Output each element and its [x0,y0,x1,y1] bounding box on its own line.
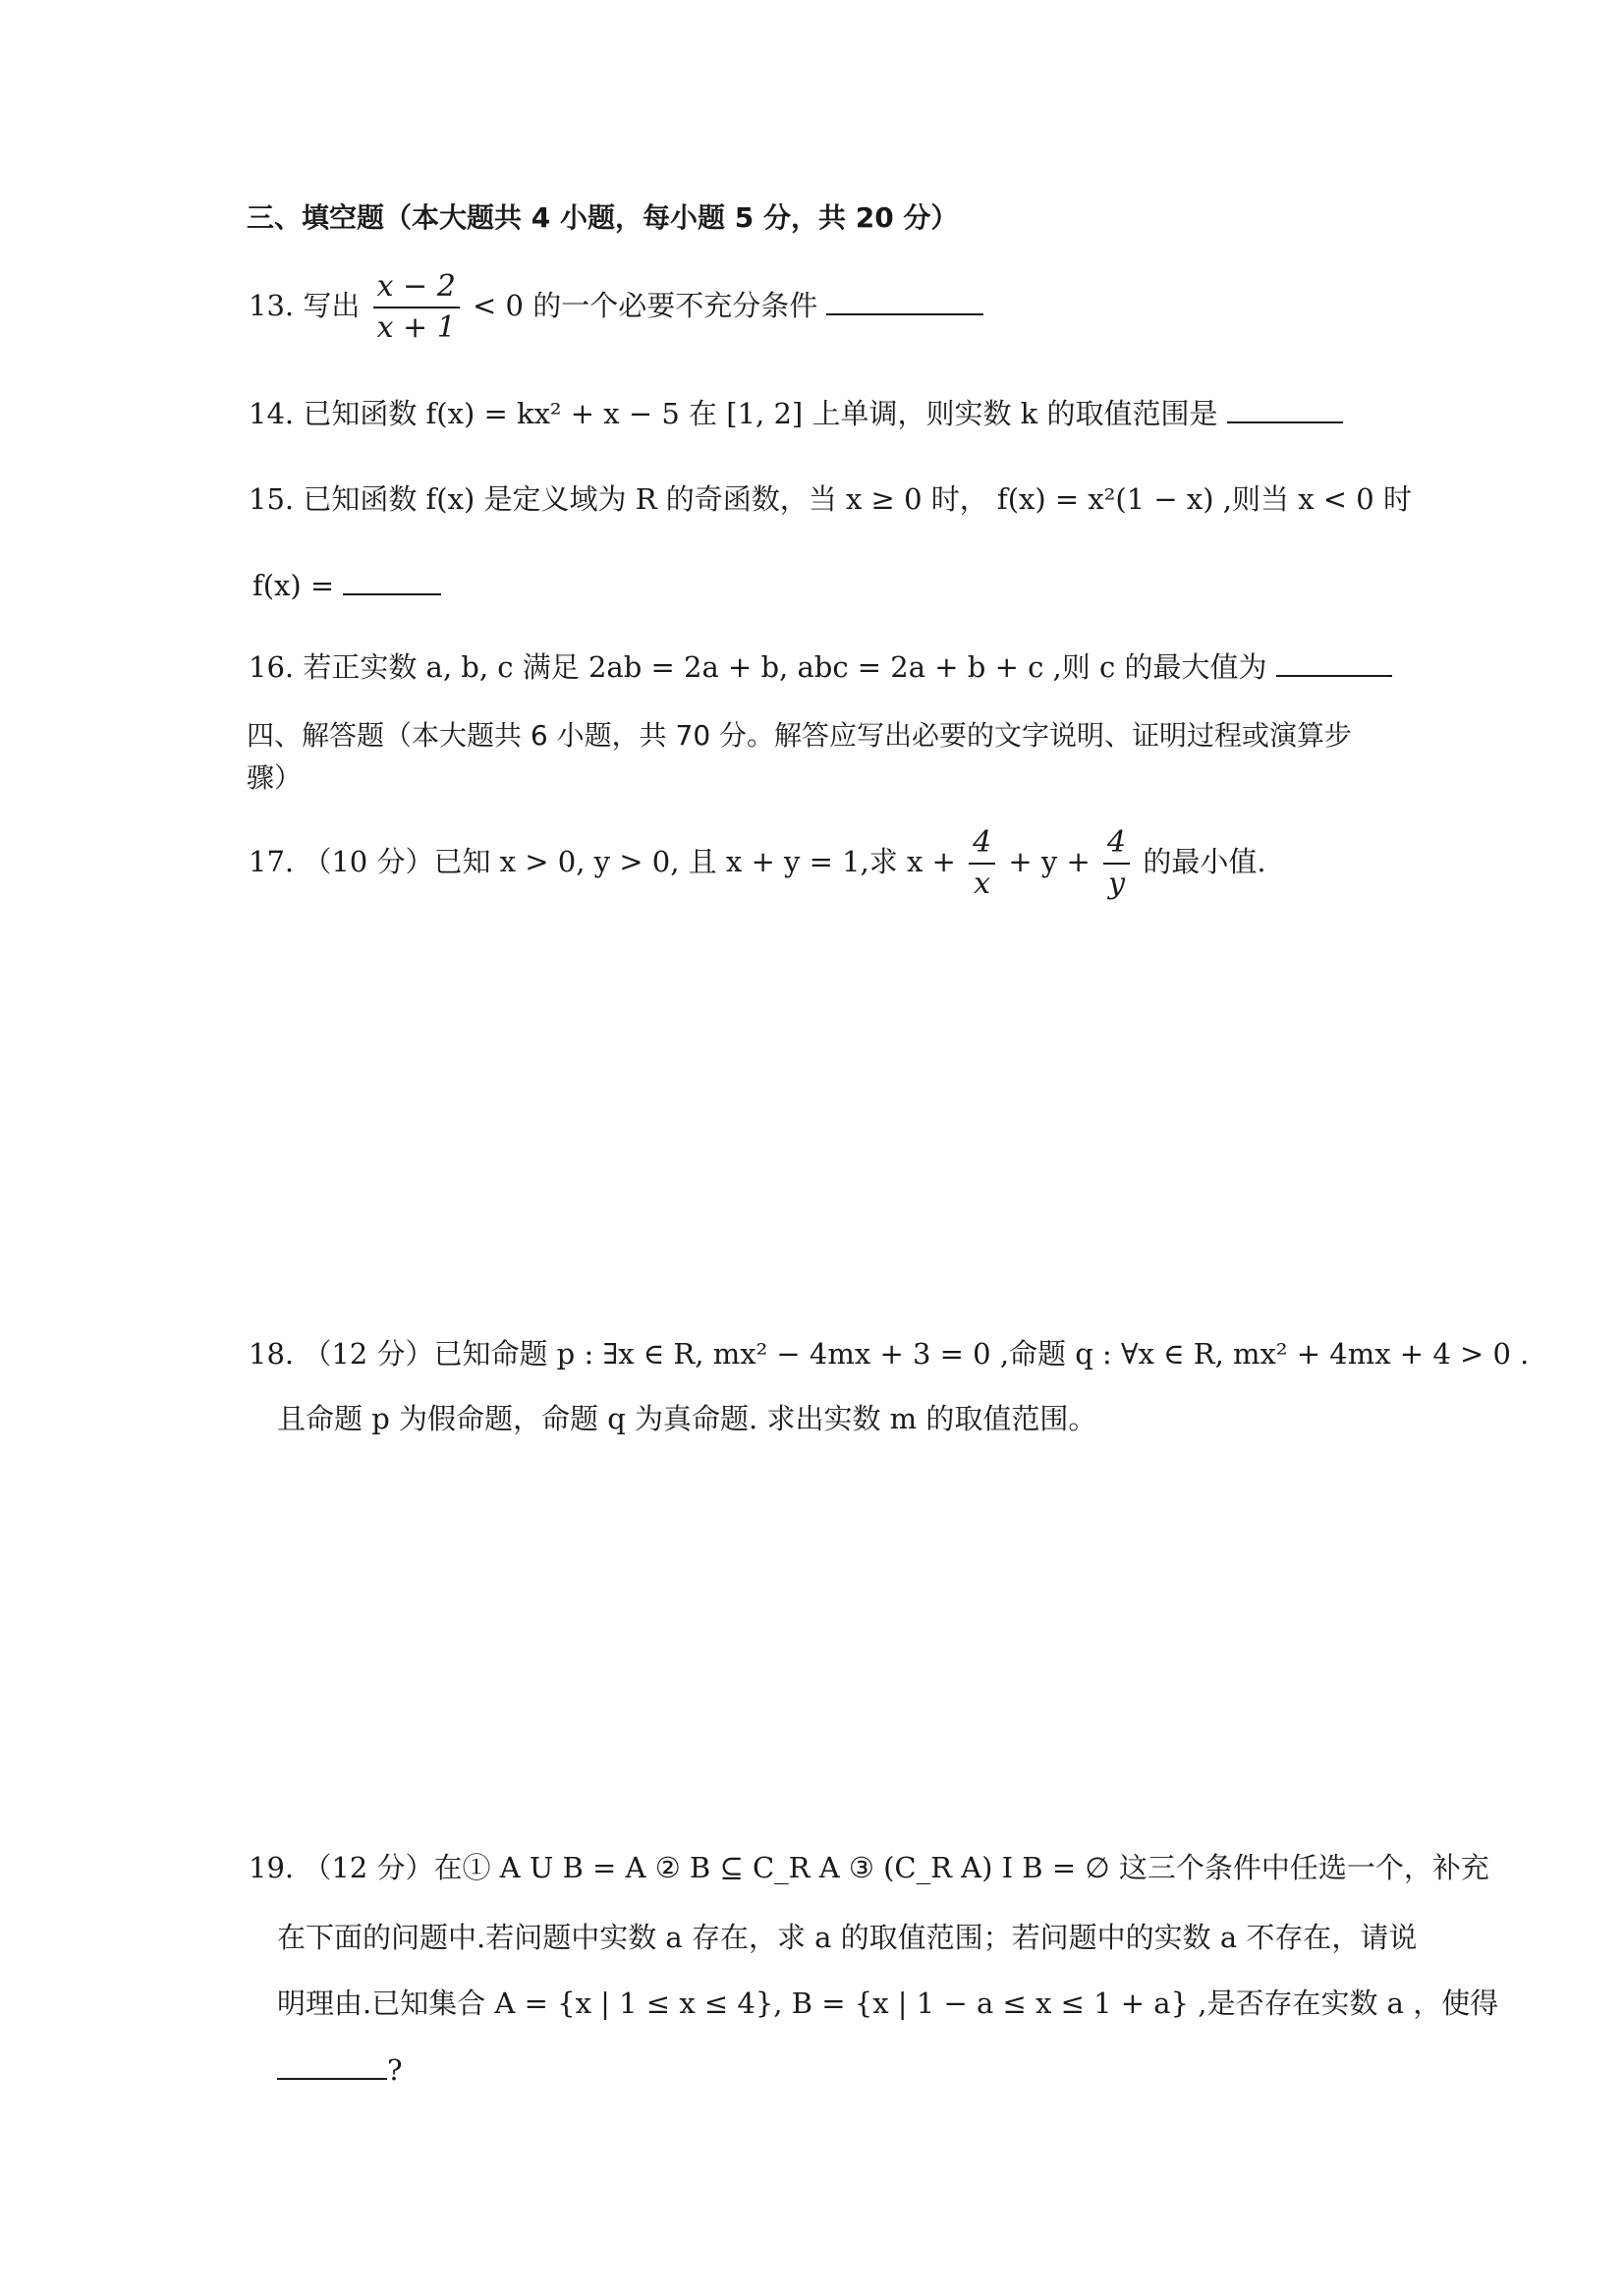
question-18-line-2: 且命题 p 为假命题，命题 q 为真命题. 求出实数 m 的取值范围。 [277,1402,1097,1435]
question-17 [249,823,1266,904]
question-15-line-1: 15. 已知函数 f(x) 是定义域为 R 的奇函数，当 x ≥ 0 时， f(x) = x²(1 − x) ,则当 x < 0 时 [249,482,1412,516]
q13-answer-blank[interactable] [826,288,983,315]
q13-expr-tail: < 0 [473,289,524,322]
q15-text-line-2: f(x) = [252,569,335,602]
q16-answer-blank[interactable] [1276,649,1392,677]
section-4-title-line-1: 四、解答题（本大题共 6 小题，共 70 分。解答应写出必要的文字说明、证明过程或演算步 [247,719,1353,752]
question-19-line-2: 在下面的问题中.若问题中实数 a 存在，求 a 的取值范围；若问题中的实数 a 不存在，请说 [277,1921,1418,1954]
q17-prefix: 17. （10 分）已知 x > 0, y > 0, 且 x + y = 1,求 x + [249,845,956,878]
question-19-line-1: 19. （12 分）在① A U B = A ② B ⊆ C_R A ③ (C_R A) I B = ∅ 这三个条件中任选一个，补充 [249,1851,1489,1884]
q17-fraction-2-denominator: y [1108,867,1126,901]
q19-line-4-tail: ? [387,2053,403,2087]
section-4-title-line-2: 骤） [247,761,303,794]
q13-prefix: 13. 写出 [249,289,361,322]
q17-suffix: 的最小值. [1143,845,1266,878]
question-13 [249,267,983,348]
q17-fraction-2 [1103,823,1130,904]
question-14 [249,396,1343,431]
q14-answer-blank[interactable] [1227,396,1343,423]
question-18-line-1: 18. （12 分）已知命题 p : ∃x ∈ R, mx² − 4mx + 3 = 0 ,命题 q : ∀x ∈ R, mx² + 4mx + 4 > 0 . [249,1337,1530,1371]
question-19-line-3: 明理由.已知集合 A = {x | 1 ≤ x ≤ 4}, B = {x | 1 − a ≤ x ≤ 1 + a} ,是否存在实数 a ，使得 [277,1987,1499,2020]
q13-fraction [373,267,460,348]
q17-fraction-1-numerator: 4 [969,823,995,865]
q13-denominator: x + 1 [376,310,456,345]
q17-middle: + y + [1008,845,1091,878]
q14-text: 14. 已知函数 f(x) = kx² + x − 5 在 [1, 2] 上单调，则实数 k 的取值范围是 [249,397,1218,430]
q17-fraction-1 [969,823,995,904]
q13-suffix: 的一个必要不充分条件 [532,289,818,322]
question-19-line-4 [277,2052,403,2088]
q17-fraction-2-numerator: 4 [1103,823,1130,865]
question-16 [249,649,1392,685]
q13-numerator: x − 2 [373,267,460,308]
question-15-line-2 [252,568,441,603]
section-3-title: 三、填空题（本大题共 4 小题，每小题 5 分，共 20 分） [247,201,959,234]
q16-text: 16. 若正实数 a, b, c 满足 2ab = 2a + b, abc = 2a + b + c ,则 c 的最大值为 [249,650,1267,684]
q19-answer-blank[interactable] [277,2052,387,2080]
q17-fraction-1-denominator: x [974,867,991,901]
q15-answer-blank[interactable] [343,568,441,595]
